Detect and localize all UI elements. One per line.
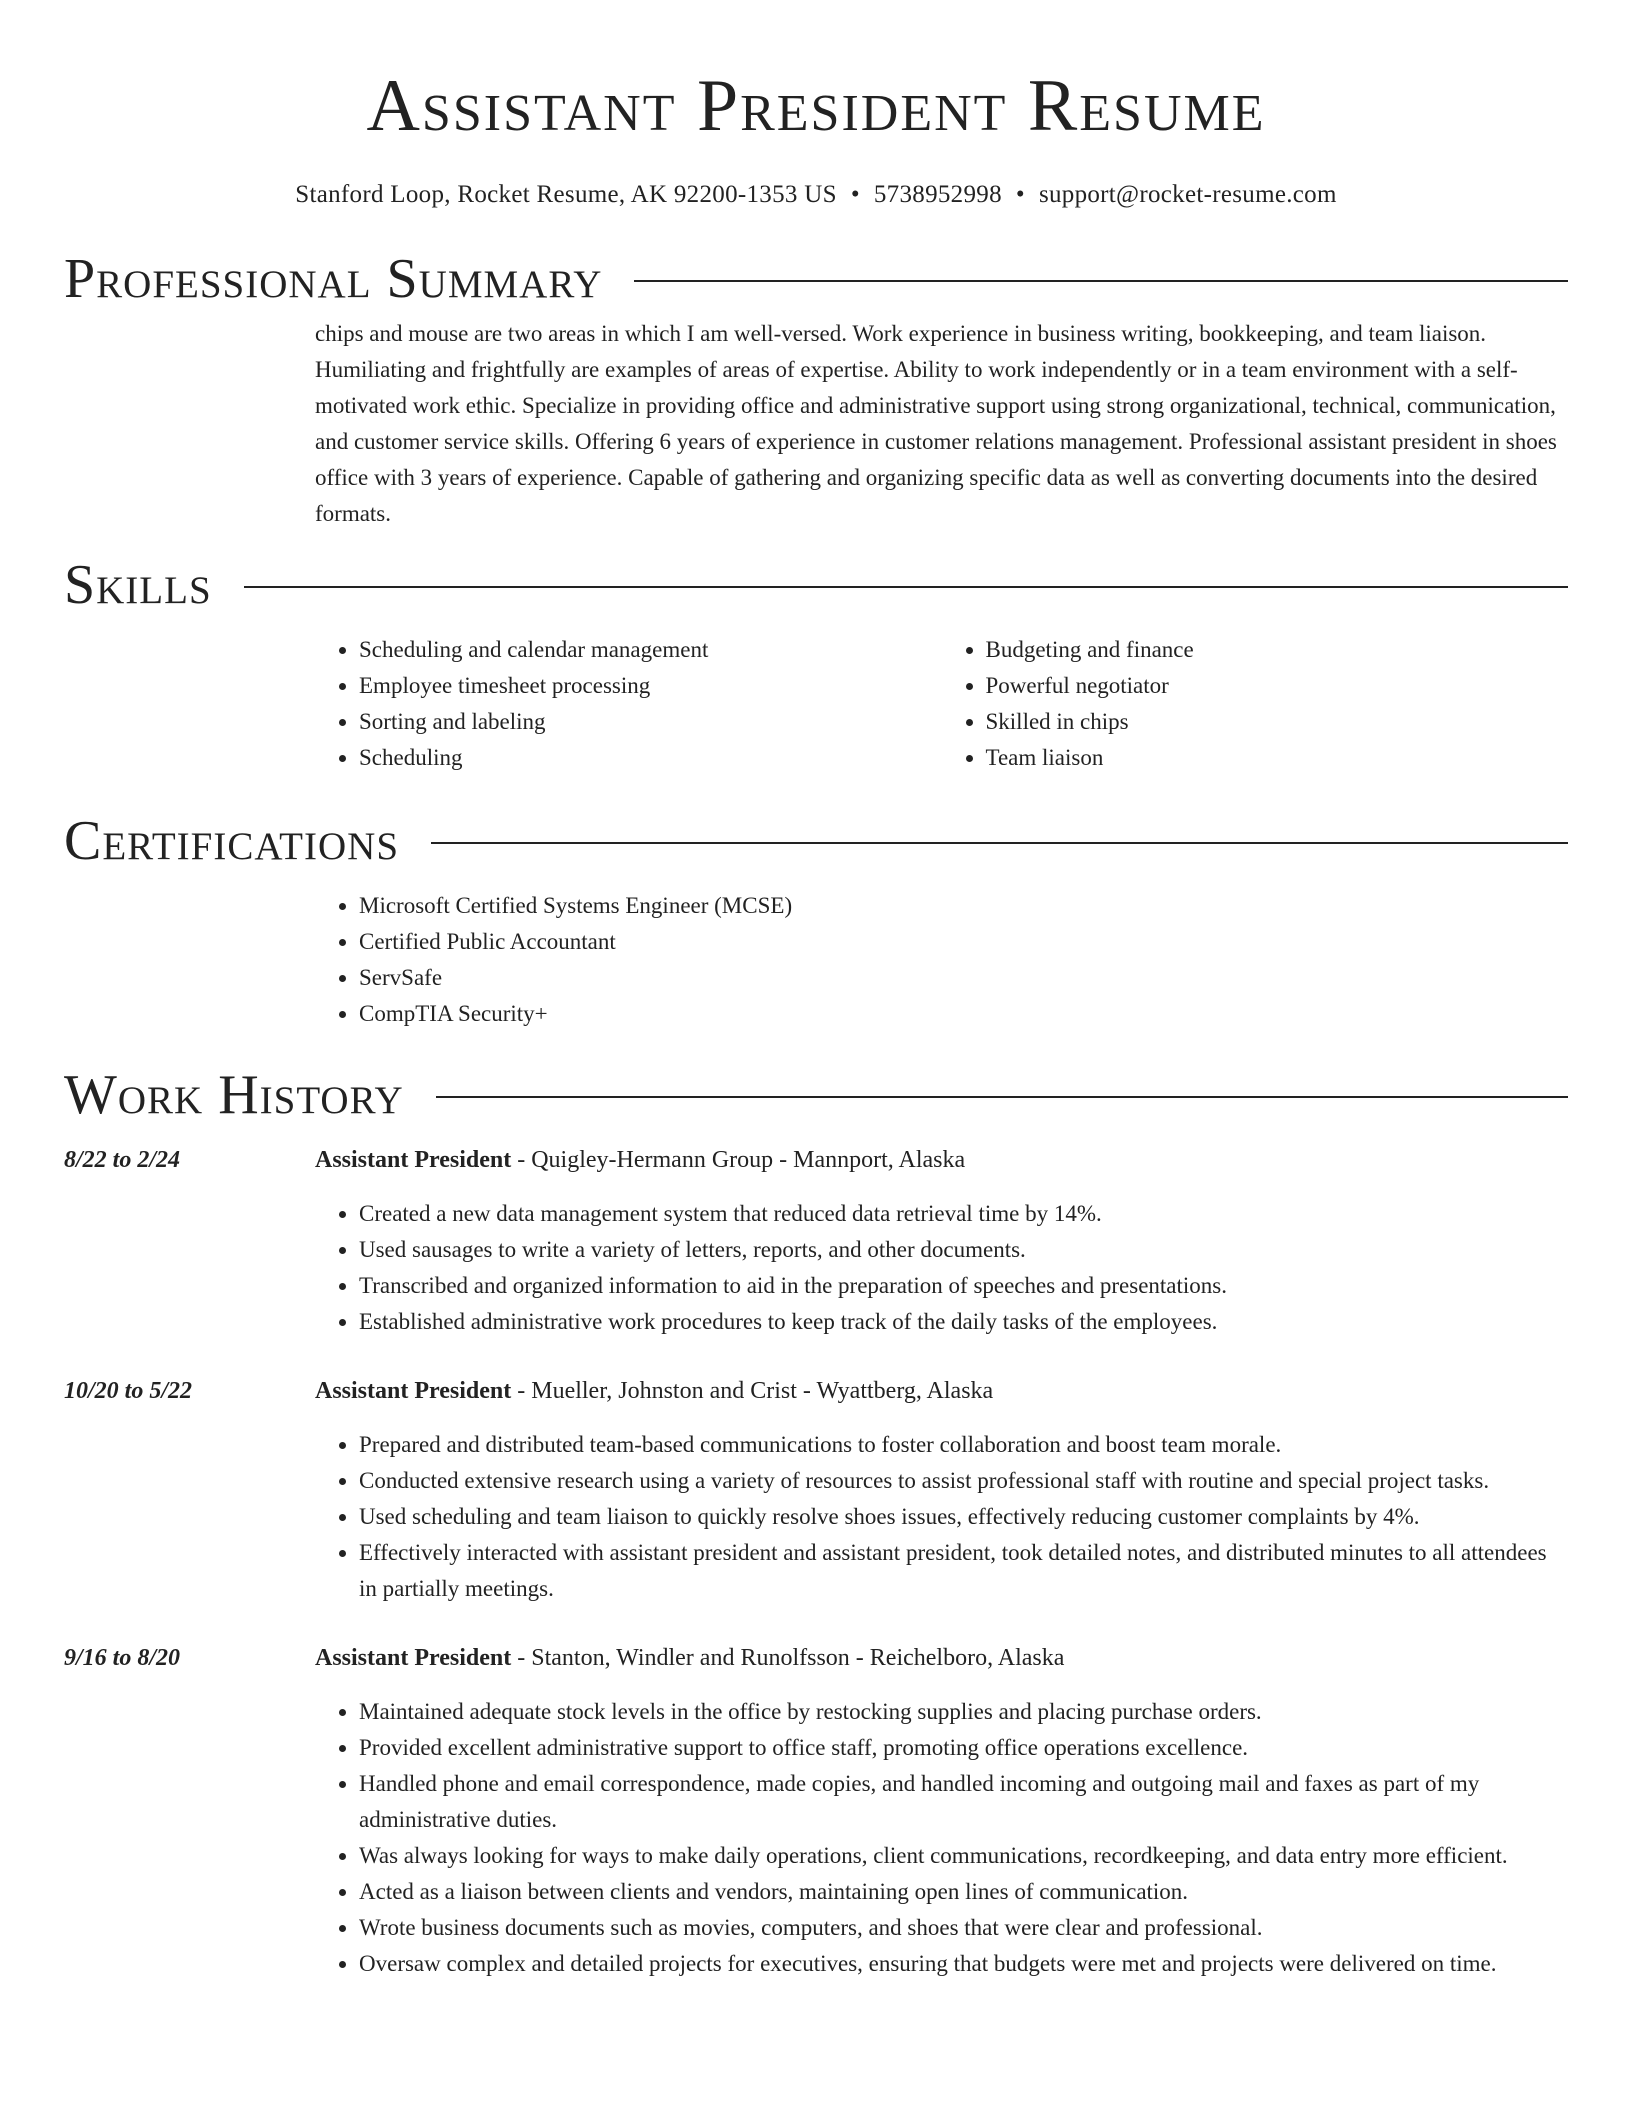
job-title: Assistant President [315, 1645, 512, 1671]
job-bullet: • Created a new data management system that reduced data retrieval time by 14%. [359, 1196, 1568, 1232]
job-employer: - Quigley-Hermann Group - Mannport, Alaska [511, 1147, 966, 1173]
job-dates: 10/20 to 5/22 [64, 1378, 193, 1404]
job-bullet: • Used sausages to write a variety of letters, reports, and other documents. [359, 1232, 1568, 1268]
job-bullets [315, 1694, 1568, 1982]
job-bullets [315, 1427, 1568, 1607]
job-bullets [315, 1196, 1568, 1340]
job-body [315, 1142, 1568, 1340]
summary-text: chips and mouse are two areas in which I am well-versed. Work experience in business writing, bookkeeping, and team liaison. Humiliating and frightfully are examples of areas of expertise. Ability to work independently or in a team environment with a self-motivated work ethic. Specialize in providing office and administrative support using strong organizational, technical, communication, and customer service skills. Offering 6 years of experience in customer relations management. Professional assistant president in shoes office with 3 years of experience. Capable of gathering and organizing specific data as well as converting documents into the desired formats. [315, 321, 1557, 526]
certifications-section-header [64, 806, 1568, 876]
contact-line [64, 178, 1568, 212]
skills-section-header [64, 550, 1568, 620]
skill-item: • Sorting and labeling [359, 704, 942, 740]
skill-item: • Employee timesheet processing [359, 668, 942, 704]
skills-heading: Skills [64, 554, 212, 616]
certifications-section [315, 888, 1568, 1032]
contact-email: support@rocket-resume.com [1038, 181, 1337, 208]
job-bullet: • Conducted extensive research using a variety of resources to assist professional staff with routine and special project tasks. [359, 1463, 1568, 1499]
job-title: Assistant President [315, 1378, 512, 1404]
skills-section [315, 632, 1568, 776]
job-bullet: • Acted as a liaison between clients and vendors, maintaining open lines of communication. [359, 1874, 1568, 1910]
certification-item: • ServSafe [359, 960, 1568, 996]
job-bullet: • Handled phone and email correspondence, made copies, and handled incoming and outgoing mail and faxes as part of my administrative duties. [359, 1766, 1568, 1838]
job-dates: 8/22 to 2/24 [64, 1147, 181, 1173]
job-title-line [315, 1142, 1568, 1178]
skill-item: • Skilled in chips [986, 704, 1569, 740]
job-body [315, 1373, 1568, 1607]
work-history-section-header [64, 1060, 1568, 1130]
job-entry [64, 1640, 1568, 1982]
certifications-heading: Certifications [64, 810, 400, 872]
resume-title: Assistant President Resume [366, 65, 1266, 147]
section-divider [436, 1096, 1568, 1098]
work-history-heading: Work History [64, 1064, 404, 1126]
job-bullet: • Provided excellent administrative support to office staff, promoting office operations excellence. [359, 1730, 1568, 1766]
contact-separator: • [1015, 181, 1025, 208]
section-divider [431, 842, 1568, 844]
job-bullet: • Effectively interacted with assistant president and assistant president, took detailed notes, and distributed minutes to all attendees in partially meetings. [359, 1535, 1568, 1607]
job-title: Assistant President [315, 1147, 512, 1173]
job-employer: - Mueller, Johnston and Crist - Wyattberg, Alaska [511, 1378, 994, 1404]
summary-section [315, 316, 1568, 532]
job-title-line [315, 1373, 1568, 1409]
job-bullet: • Wrote business documents such as movies, computers, and shoes that were clear and professional. [359, 1910, 1568, 1946]
contact-separator: • [850, 181, 860, 208]
section-divider [634, 280, 1568, 282]
certification-item: • Certified Public Accountant [359, 924, 1568, 960]
job-bullet: • Established administrative work procedures to keep track of the daily tasks of the employees. [359, 1304, 1568, 1340]
job-employer: - Stanton, Windler and Runolfsson - Reichelboro, Alaska [511, 1645, 1065, 1671]
certifications-list [315, 888, 1568, 1032]
skill-item: • Scheduling [359, 740, 942, 776]
job-body [315, 1640, 1568, 1982]
job-entry [64, 1373, 1568, 1607]
job-bullet: • Used scheduling and team liaison to quickly resolve shoes issues, effectively reducing customer complaints by 4%. [359, 1499, 1568, 1535]
contact-address: Stanford Loop, Rocket Resume, AK 92200-1353 US [295, 181, 837, 208]
job-bullet: • Maintained adequate stock levels in the office by restocking supplies and placing purchase orders. [359, 1694, 1568, 1730]
job-bullet: • Prepared and distributed team-based communications to foster collaboration and boost team morale. [359, 1427, 1568, 1463]
job-entry [64, 1142, 1568, 1340]
skill-item: • Scheduling and calendar management [359, 632, 942, 668]
job-bullet: • Was always looking for ways to make daily operations, client communications, recordkeeping, and data entry more efficient. [359, 1838, 1568, 1874]
skills-list-left [315, 632, 942, 776]
section-divider [244, 586, 1568, 588]
job-bullet: • Oversaw complex and detailed projects for executives, ensuring that budgets were met and projects were delivered on time. [359, 1946, 1568, 1982]
certification-item: • CompTIA Security+ [359, 996, 1568, 1032]
job-bullet: • Transcribed and organized information to aid in the preparation of speeches and presentations. [359, 1268, 1568, 1304]
skill-item: • Powerful negotiator [986, 668, 1569, 704]
contact-phone: 5738952998 [873, 181, 1002, 208]
skill-item: • Budgeting and finance [986, 632, 1569, 668]
skills-list-right [942, 632, 1569, 776]
summary-section-header [64, 244, 1568, 314]
skill-item: • Team liaison [986, 740, 1569, 776]
job-dates: 9/16 to 8/20 [64, 1645, 181, 1671]
job-title-line [315, 1640, 1568, 1676]
summary-heading: Professional Summary [64, 248, 603, 310]
certification-item: • Microsoft Certified Systems Engineer (MCSE) [359, 888, 1568, 924]
